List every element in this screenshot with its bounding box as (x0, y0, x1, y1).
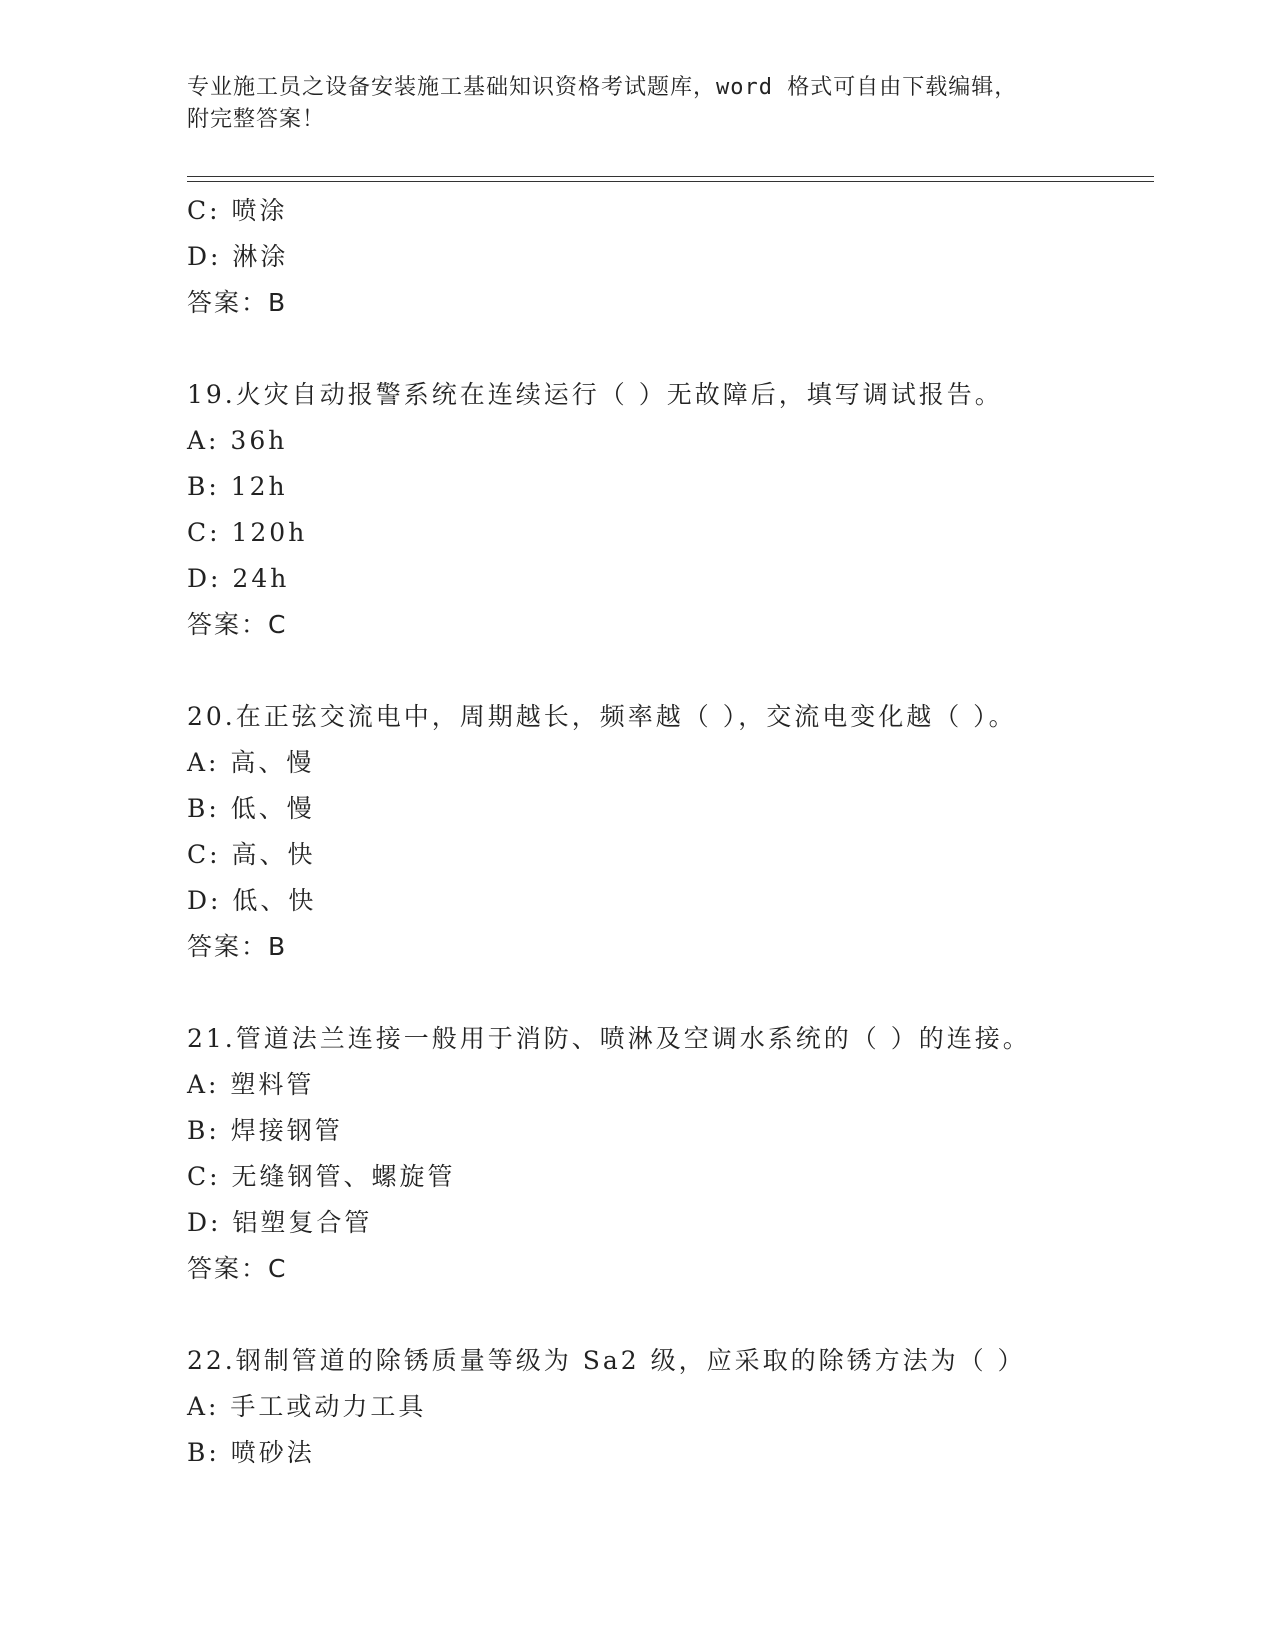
option-a: A: 塑料管 (187, 1070, 315, 1099)
option-c: C: 120h (187, 518, 308, 547)
spacer (187, 1292, 1147, 1338)
answer: 答案：B (187, 288, 288, 317)
option-d: D: 淋涂 (187, 242, 289, 271)
option-c: C: 喷涂 (187, 196, 288, 225)
header-line-1: 专业施工员之设备安装施工基础知识资格考试题库，word 格式可自由下载编辑， (187, 75, 1018, 100)
document-header (187, 72, 1087, 136)
header-line-2: 附完整答案！ (187, 107, 326, 132)
spacer (187, 648, 1147, 694)
answer: 答案：B (187, 932, 288, 961)
option-b: B: 12h (187, 472, 288, 501)
answer: 答案：C (187, 610, 288, 639)
option-a: A: 手工或动力工具 (187, 1392, 427, 1421)
question-text: 21.管道法兰连接一般用于消防、喷淋及空调水系统的（ ）的连接。 (187, 1024, 1031, 1053)
option-b: B: 喷砂法 (187, 1438, 315, 1467)
question-text: 20.在正弦交流电中，周期越长，频率越（ ），交流电变化越（ ）。 (187, 702, 1017, 731)
question-text: 22.钢制管道的除锈质量等级为 Sa2 级，应采取的除锈方法为（ ） (187, 1346, 1026, 1375)
header-rule-bottom (187, 181, 1154, 182)
spacer (187, 326, 1147, 372)
option-b: B: 焊接钢管 (187, 1116, 343, 1145)
option-c: C: 高、快 (187, 840, 316, 869)
option-b: B: 低、慢 (187, 794, 315, 823)
question-text: 19.火灾自动报警系统在连续运行（ ）无故障后，填写调试报告。 (187, 380, 1003, 409)
answer: 答案：C (187, 1254, 288, 1283)
question-list (187, 188, 1147, 1476)
option-d: D: 铝塑复合管 (187, 1208, 373, 1237)
option-a: A: 36h (187, 426, 288, 455)
header-rule-top (187, 176, 1154, 177)
option-d: D: 24h (187, 564, 290, 593)
option-d: D: 低、快 (187, 886, 317, 915)
option-c: C: 无缝钢管、螺旋管 (187, 1162, 456, 1191)
spacer (187, 970, 1147, 1016)
option-a: A: 高、慢 (187, 748, 315, 777)
